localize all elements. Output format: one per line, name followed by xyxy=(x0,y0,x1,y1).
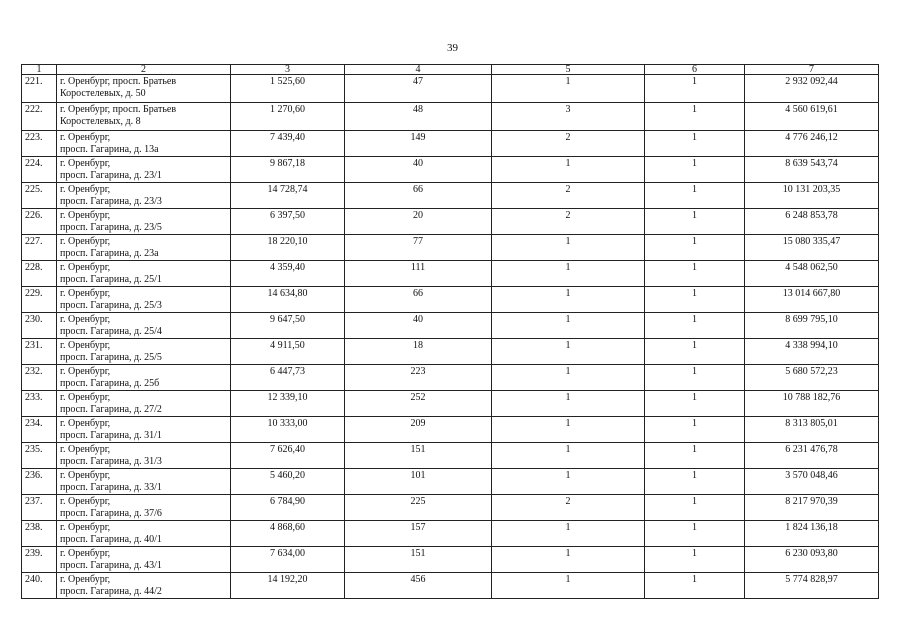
count-cell: 151 xyxy=(345,547,492,573)
count-cell: 151 xyxy=(345,443,492,469)
amount-cell: 3 570 048,46 xyxy=(745,469,879,495)
column-header: 3 xyxy=(231,65,345,75)
col5-cell: 1 xyxy=(492,547,645,573)
area-cell: 14 728,74 xyxy=(231,183,345,209)
col5-cell: 2 xyxy=(492,183,645,209)
col5-cell: 1 xyxy=(492,469,645,495)
col5-cell: 1 xyxy=(492,365,645,391)
table-row xyxy=(22,339,879,365)
count-cell: 225 xyxy=(345,495,492,521)
amount-cell: 5 774 828,97 xyxy=(745,573,879,599)
address-cell: г. Оренбург, просп. Гагарина, д. 31/1 xyxy=(57,417,231,443)
address-cell: г. Оренбург, просп. Гагарина, д. 31/3 xyxy=(57,443,231,469)
table-row xyxy=(22,235,879,261)
col5-cell: 1 xyxy=(492,287,645,313)
count-cell: 77 xyxy=(345,235,492,261)
amount-cell: 1 824 136,18 xyxy=(745,521,879,547)
address-cell: г. Оренбург, просп. Гагарина, д. 44/2 xyxy=(57,573,231,599)
amount-cell: 6 248 853,78 xyxy=(745,209,879,235)
col5-cell: 2 xyxy=(492,209,645,235)
row-number: 231. xyxy=(22,339,57,365)
table-row xyxy=(22,313,879,339)
row-number: 239. xyxy=(22,547,57,573)
address-cell: г. Оренбург, просп. Гагарина, д. 25/5 xyxy=(57,339,231,365)
count-cell: 252 xyxy=(345,391,492,417)
count-cell: 456 xyxy=(345,573,492,599)
row-number: 227. xyxy=(22,235,57,261)
col5-cell: 2 xyxy=(492,495,645,521)
area-cell: 14 634,80 xyxy=(231,287,345,313)
table-row xyxy=(22,75,879,103)
col6-cell: 1 xyxy=(645,573,745,599)
address-cell: г. Оренбург, просп. Гагарина, д. 43/1 xyxy=(57,547,231,573)
table-row xyxy=(22,131,879,157)
area-cell: 1 270,60 xyxy=(231,103,345,131)
amount-cell: 4 560 619,61 xyxy=(745,103,879,131)
address-cell: г. Оренбург, просп. Гагарина, д. 37/6 xyxy=(57,495,231,521)
row-number: 237. xyxy=(22,495,57,521)
area-cell: 6 784,90 xyxy=(231,495,345,521)
amount-cell: 6 231 476,78 xyxy=(745,443,879,469)
row-number: 223. xyxy=(22,131,57,157)
count-cell: 157 xyxy=(345,521,492,547)
row-number: 228. xyxy=(22,261,57,287)
col5-cell: 1 xyxy=(492,157,645,183)
count-cell: 20 xyxy=(345,209,492,235)
address-cell: г. Оренбург, просп. Гагарина, д. 23/5 xyxy=(57,209,231,235)
row-number: 236. xyxy=(22,469,57,495)
col6-cell: 1 xyxy=(645,391,745,417)
address-cell: г. Оренбург, просп. Гагарина, д. 33/1 xyxy=(57,469,231,495)
count-cell: 66 xyxy=(345,287,492,313)
col5-cell: 1 xyxy=(492,417,645,443)
area-cell: 4 359,40 xyxy=(231,261,345,287)
count-cell: 149 xyxy=(345,131,492,157)
address-cell: г. Оренбург, просп. Гагарина, д. 40/1 xyxy=(57,521,231,547)
address-cell: г. Оренбург, просп. Братьев Коростелевых, д. 50 xyxy=(57,75,231,103)
row-number: 233. xyxy=(22,391,57,417)
column-header: 2 xyxy=(57,65,231,75)
col6-cell: 1 xyxy=(645,547,745,573)
area-cell: 7 634,00 xyxy=(231,547,345,573)
row-number: 238. xyxy=(22,521,57,547)
count-cell: 48 xyxy=(345,103,492,131)
row-number: 222. xyxy=(22,103,57,131)
col6-cell: 1 xyxy=(645,313,745,339)
amount-cell: 15 080 335,47 xyxy=(745,235,879,261)
header-row xyxy=(22,65,879,75)
address-cell: г. Оренбург, просп. Гагарина, д. 25/3 xyxy=(57,287,231,313)
count-cell: 40 xyxy=(345,313,492,339)
table-row xyxy=(22,287,879,313)
table-row xyxy=(22,209,879,235)
column-header: 6 xyxy=(645,65,745,75)
address-cell: г. Оренбург, просп. Гагарина, д. 23а xyxy=(57,235,231,261)
row-number: 235. xyxy=(22,443,57,469)
col6-cell: 1 xyxy=(645,521,745,547)
column-header: 1 xyxy=(22,65,57,75)
row-number: 240. xyxy=(22,573,57,599)
col6-cell: 1 xyxy=(645,103,745,131)
col5-cell: 1 xyxy=(492,75,645,103)
row-number: 224. xyxy=(22,157,57,183)
column-header: 4 xyxy=(345,65,492,75)
address-cell: г. Оренбург, просп. Гагарина, д. 25б xyxy=(57,365,231,391)
data-table xyxy=(21,64,879,599)
area-cell: 9 647,50 xyxy=(231,313,345,339)
row-number: 229. xyxy=(22,287,57,313)
count-cell: 40 xyxy=(345,157,492,183)
area-cell: 5 460,20 xyxy=(231,469,345,495)
col6-cell: 1 xyxy=(645,131,745,157)
area-cell: 7 439,40 xyxy=(231,131,345,157)
area-cell: 14 192,20 xyxy=(231,573,345,599)
area-cell: 9 867,18 xyxy=(231,157,345,183)
count-cell: 47 xyxy=(345,75,492,103)
table-body xyxy=(22,75,879,599)
col6-cell: 1 xyxy=(645,443,745,469)
amount-cell: 4 548 062,50 xyxy=(745,261,879,287)
col6-cell: 1 xyxy=(645,157,745,183)
row-number: 232. xyxy=(22,365,57,391)
table-row xyxy=(22,391,879,417)
count-cell: 223 xyxy=(345,365,492,391)
table-row xyxy=(22,443,879,469)
row-number: 230. xyxy=(22,313,57,339)
amount-cell: 8 217 970,39 xyxy=(745,495,879,521)
area-cell: 7 626,40 xyxy=(231,443,345,469)
col6-cell: 1 xyxy=(645,287,745,313)
col6-cell: 1 xyxy=(645,365,745,391)
count-cell: 66 xyxy=(345,183,492,209)
col5-cell: 2 xyxy=(492,131,645,157)
row-number: 226. xyxy=(22,209,57,235)
table-row xyxy=(22,417,879,443)
table-row xyxy=(22,103,879,131)
address-cell: г. Оренбург, просп. Гагарина, д. 23/1 xyxy=(57,157,231,183)
col6-cell: 1 xyxy=(645,417,745,443)
col5-cell: 1 xyxy=(492,521,645,547)
area-cell: 4 868,60 xyxy=(231,521,345,547)
amount-cell: 5 680 572,23 xyxy=(745,365,879,391)
table-row xyxy=(22,521,879,547)
table-row xyxy=(22,261,879,287)
col6-cell: 1 xyxy=(645,469,745,495)
table-row xyxy=(22,365,879,391)
address-cell: г. Оренбург, просп. Гагарина, д. 23/3 xyxy=(57,183,231,209)
col6-cell: 1 xyxy=(645,183,745,209)
col5-cell: 1 xyxy=(492,313,645,339)
col6-cell: 1 xyxy=(645,495,745,521)
amount-cell: 8 699 795,10 xyxy=(745,313,879,339)
area-cell: 6 447,73 xyxy=(231,365,345,391)
table-row xyxy=(22,183,879,209)
row-number: 221. xyxy=(22,75,57,103)
count-cell: 111 xyxy=(345,261,492,287)
address-cell: г. Оренбург, просп. Гагарина, д. 25/4 xyxy=(57,313,231,339)
col5-cell: 1 xyxy=(492,339,645,365)
address-cell: г. Оренбург, просп. Гагарина, д. 25/1 xyxy=(57,261,231,287)
count-cell: 101 xyxy=(345,469,492,495)
amount-cell: 4 776 246,12 xyxy=(745,131,879,157)
table-row xyxy=(22,495,879,521)
table-row xyxy=(22,469,879,495)
area-cell: 12 339,10 xyxy=(231,391,345,417)
amount-cell: 8 639 543,74 xyxy=(745,157,879,183)
col6-cell: 1 xyxy=(645,235,745,261)
amount-cell: 8 313 805,01 xyxy=(745,417,879,443)
row-number: 234. xyxy=(22,417,57,443)
col5-cell: 1 xyxy=(492,235,645,261)
column-header: 7 xyxy=(745,65,879,75)
col6-cell: 1 xyxy=(645,261,745,287)
area-cell: 18 220,10 xyxy=(231,235,345,261)
page-number: 39 xyxy=(447,42,458,54)
col6-cell: 1 xyxy=(645,339,745,365)
amount-cell: 2 932 092,44 xyxy=(745,75,879,103)
amount-cell: 10 788 182,76 xyxy=(745,391,879,417)
area-cell: 6 397,50 xyxy=(231,209,345,235)
address-cell: г. Оренбург, просп. Гагарина, д. 13а xyxy=(57,131,231,157)
count-cell: 209 xyxy=(345,417,492,443)
table-row xyxy=(22,573,879,599)
amount-cell: 6 230 093,80 xyxy=(745,547,879,573)
col5-cell: 1 xyxy=(492,261,645,287)
area-cell: 4 911,50 xyxy=(231,339,345,365)
column-header: 5 xyxy=(492,65,645,75)
row-number: 225. xyxy=(22,183,57,209)
amount-cell: 4 338 994,10 xyxy=(745,339,879,365)
amount-cell: 10 131 203,35 xyxy=(745,183,879,209)
count-cell: 18 xyxy=(345,339,492,365)
col5-cell: 1 xyxy=(492,391,645,417)
col5-cell: 1 xyxy=(492,573,645,599)
col5-cell: 1 xyxy=(492,443,645,469)
address-cell: г. Оренбург, просп. Гагарина, д. 27/2 xyxy=(57,391,231,417)
amount-cell: 13 014 667,80 xyxy=(745,287,879,313)
area-cell: 10 333,00 xyxy=(231,417,345,443)
col6-cell: 1 xyxy=(645,75,745,103)
address-cell: г. Оренбург, просп. Братьев Коростелевых, д. 8 xyxy=(57,103,231,131)
area-cell: 1 525,60 xyxy=(231,75,345,103)
col6-cell: 1 xyxy=(645,209,745,235)
col5-cell: 3 xyxy=(492,103,645,131)
table-row xyxy=(22,157,879,183)
table-row xyxy=(22,547,879,573)
